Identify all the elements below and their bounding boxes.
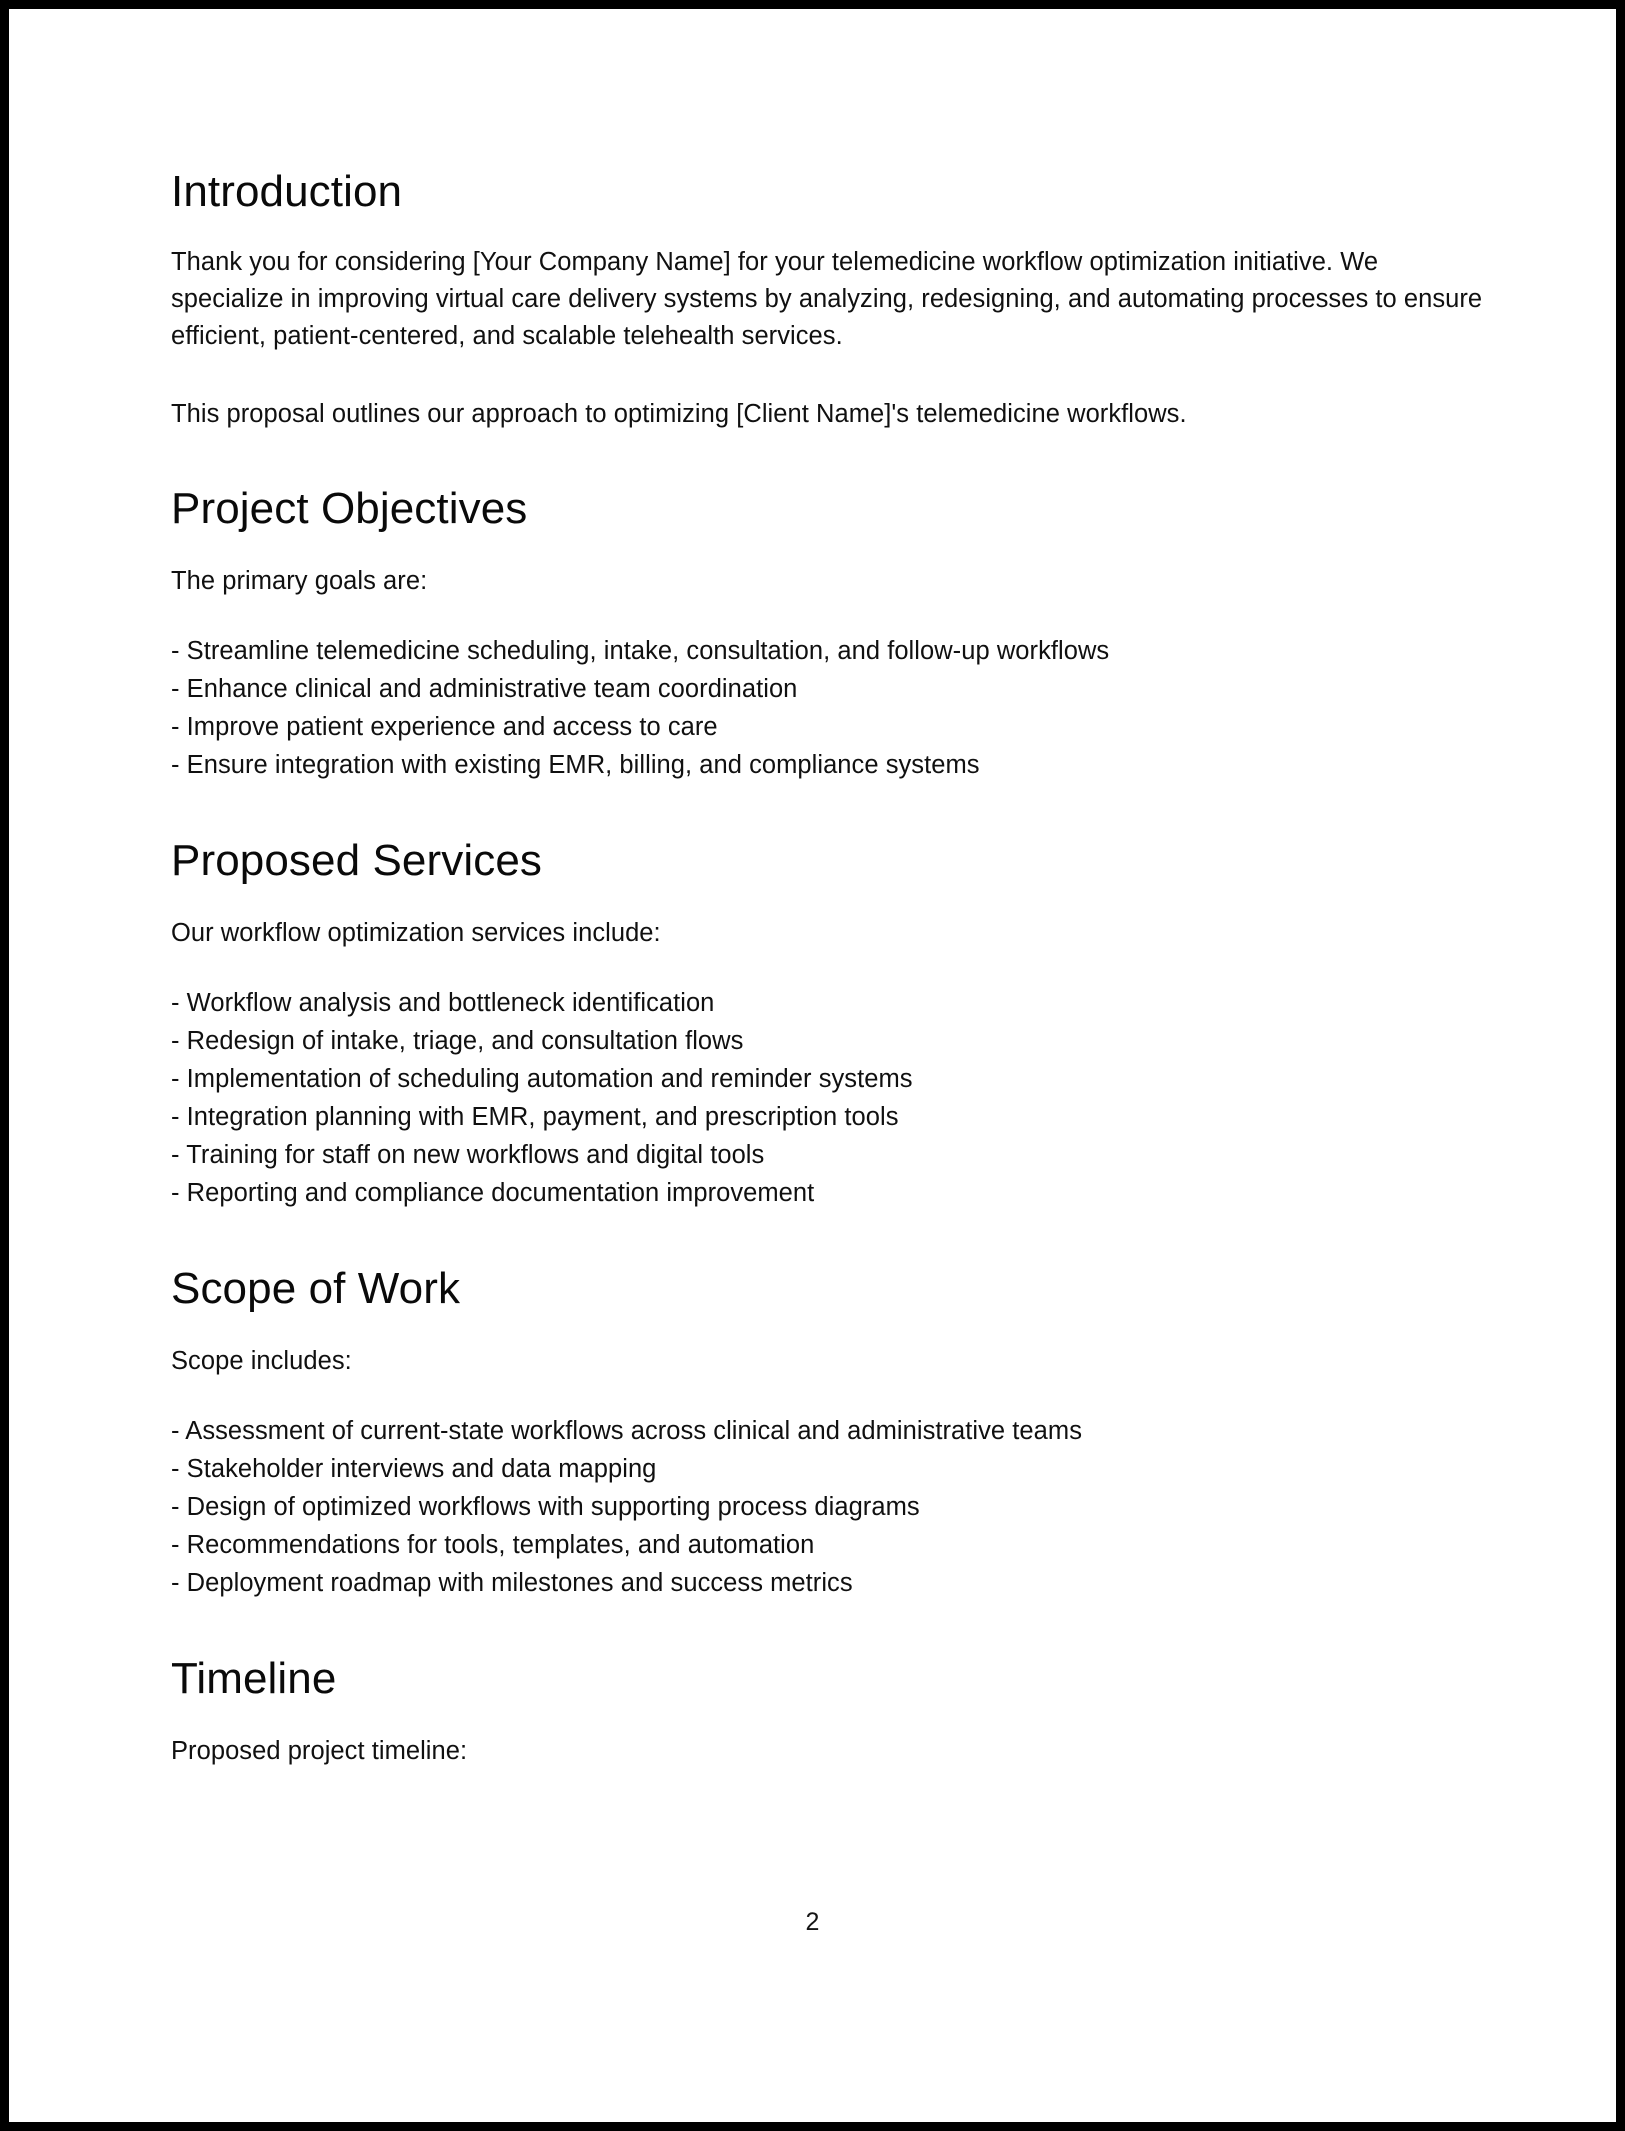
page-canvas [18, 18, 1607, 2113]
page-number: 2 [805, 1908, 820, 1936]
list-item: - Stakeholder interviews and data mapping [171, 1455, 657, 1484]
list-item: - Redesign of intake, triage, and consultation flows [171, 1027, 744, 1056]
project-objectives-lead: The primary goals are: [171, 566, 428, 595]
proposed-services-list [171, 985, 1491, 1213]
list-item: - Streamline telemedicine scheduling, intake, consultation, and follow-up workflows [171, 637, 1110, 666]
list-item: - Recommendations for tools, templates, and automation [171, 1531, 815, 1560]
list-item: - Design of optimized workflows with supporting process diagrams [171, 1493, 920, 1522]
heading-introduction: Introduction [171, 167, 403, 216]
timeline-lead: Proposed project timeline: [171, 1736, 468, 1765]
list-item: - Reporting and compliance documentation improvement [171, 1179, 815, 1208]
list-item: - Ensure integration with existing EMR, billing, and compliance systems [171, 751, 980, 780]
list-item: - Integration planning with EMR, payment, and prescription tools [171, 1103, 899, 1132]
list-item: - Implementation of scheduling automation and reminder systems [171, 1065, 913, 1094]
scope-of-work-list [171, 1413, 1491, 1603]
list-item: - Deployment roadmap with milestones and success metrics [171, 1569, 853, 1598]
introduction-paragraph-1: Thank you for considering [Your Company Name] for your telemedicine workflow optimization initiative. We specialize in improving virtual care delivery systems by analyzing, redesigning, and automating processes to ensure efficient, patient-centered, and scalable telehealth services. [171, 247, 1483, 351]
list-item: - Enhance clinical and administrative team coordination [171, 675, 798, 704]
heading-timeline: Timeline [171, 1654, 337, 1704]
heading-project-objectives: Project Objectives [171, 484, 528, 534]
list-item: - Workflow analysis and bottleneck identification [171, 989, 715, 1018]
heading-scope-of-work: Scope of Work [171, 1264, 461, 1314]
scope-of-work-lead: Scope includes: [171, 1346, 352, 1375]
list-item: - Assessment of current-state workflows across clinical and administrative teams [171, 1417, 1082, 1446]
list-item: - Training for staff on new workflows and digital tools [171, 1141, 765, 1170]
list-item: - Improve patient experience and access to care [171, 713, 718, 742]
proposed-services-lead: Our workflow optimization services include: [171, 918, 661, 947]
heading-proposed-services: Proposed Services [171, 836, 542, 886]
project-objectives-list [171, 633, 1491, 785]
document-body [171, 168, 1491, 1770]
introduction-paragraph-2: This proposal outlines our approach to optimizing [Client Name]'s telemedicine workflows. [171, 399, 1187, 428]
